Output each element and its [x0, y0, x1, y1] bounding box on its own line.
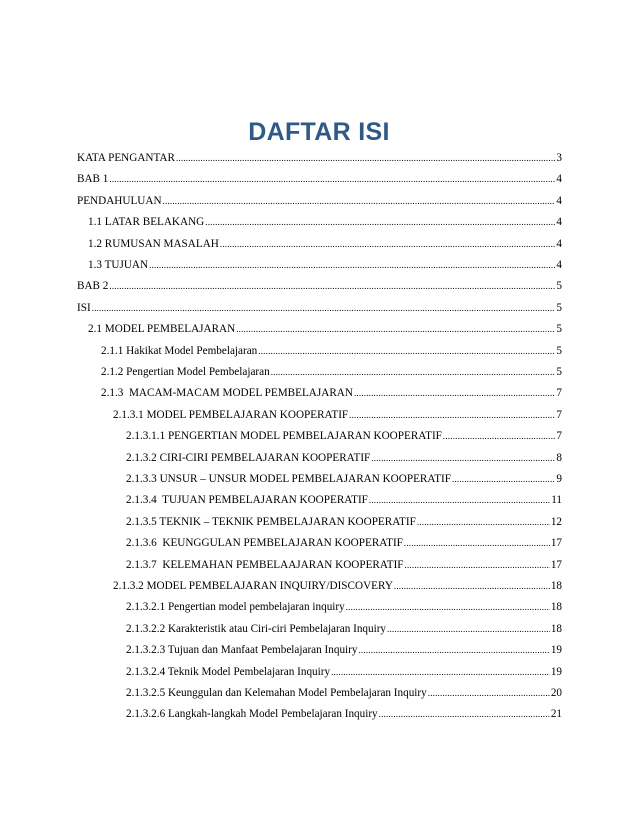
toc-dot-leader	[109, 169, 555, 189]
toc-dot-leader	[349, 405, 555, 425]
toc-entry[interactable]	[77, 298, 562, 318]
toc-entry[interactable]	[126, 426, 562, 446]
toc-entry[interactable]	[88, 234, 562, 254]
toc-entry[interactable]	[77, 191, 562, 211]
toc-heading: DAFTAR ISI	[248, 118, 390, 146]
toc-entry-label: 2.1.3.7 KELEMAHAN PEMBELAAJARAN KOOPERATIF	[126, 558, 404, 571]
toc-entry-label: 2.1.3.2 MODEL PEMBELAJARAN INQUIRY/DISCOVERY	[113, 580, 393, 592]
toc-dot-leader	[149, 255, 555, 275]
toc-entry[interactable]	[88, 255, 562, 275]
toc-entry-page-number: 17	[550, 558, 562, 571]
toc-entry-page-number: 8	[556, 451, 562, 464]
toc-entry-page-number: 4	[556, 216, 562, 229]
toc-entry-label: 2.1.3.2.6 Langkah-langkah Model Pembelajaran Inquiry	[126, 708, 378, 721]
toc-entry-page-number: 5	[556, 280, 562, 293]
toc-dot-leader	[405, 555, 550, 575]
toc-entry-page-number: 18	[550, 622, 562, 635]
toc-entry-label: ISI	[77, 301, 91, 314]
toc-dot-leader	[417, 512, 550, 532]
toc-entry[interactable]	[126, 490, 562, 510]
toc-entry-label: BAB 1	[77, 173, 109, 186]
toc-entry-label: KATA PENGANTAR	[77, 152, 175, 164]
toc-dot-leader	[271, 362, 556, 382]
toc-entry-label: 2.1.3.3 UNSUR – UNSUR MODEL PEMBELAJARAN KOOPERATIF	[126, 473, 451, 485]
toc-dot-leader	[379, 704, 550, 724]
toc-entry-page-number: 4	[556, 237, 562, 250]
toc-dot-leader	[428, 683, 550, 703]
toc-entry-label: 2.1.1 Hakikat Model Pembelajaran	[101, 344, 258, 357]
toc-entry-label: 2.1.3.6 KEUNGGULAN PEMBELAJARAN KOOPERATIF	[126, 537, 403, 550]
toc-entry-label: 2.1.3.1 MODEL PEMBELAJARAN KOOPERATIF	[113, 408, 349, 421]
toc-dot-leader	[369, 490, 550, 510]
toc-entry[interactable]	[113, 576, 562, 596]
toc-dot-leader	[109, 276, 555, 296]
toc-entry[interactable]	[101, 383, 562, 403]
toc-entry-label: 2.1.3.1.1 PENGERTIAN MODEL PEMBELAJARAN KOOPERATIF	[126, 430, 442, 443]
toc-entry-page-number: 19	[550, 665, 562, 678]
toc-dot-leader	[236, 319, 555, 339]
toc-entry-page-number: 5	[556, 366, 562, 378]
toc-entry-label: 2.1.3.2.5 Keunggulan dan Kelemahan Model Pembelajaran Inquiry	[126, 687, 427, 699]
toc-entry-page-number: 9	[556, 473, 562, 485]
toc-entry[interactable]	[126, 512, 562, 532]
toc-entry-page-number: 18	[550, 601, 562, 614]
toc-entry-page-number: 5	[556, 323, 562, 336]
toc-entry[interactable]	[126, 469, 562, 489]
toc-entry-label: 1.3 TUJUAN	[88, 259, 149, 271]
toc-entry-label: 2.1.3.4 TUJUAN PEMBELAJARAN KOOPERATIF	[126, 494, 368, 507]
toc-dot-leader	[346, 597, 550, 617]
toc-entry-page-number: 5	[556, 301, 562, 314]
toc-entry-page-number: 20	[550, 687, 562, 699]
toc-entry[interactable]	[126, 662, 562, 682]
toc-entry-page-number: 7	[556, 430, 562, 443]
toc-entry[interactable]	[126, 619, 562, 639]
toc-entry[interactable]	[77, 169, 562, 189]
toc-entry-label: 2.1.3.2 CIRI-CIRI PEMBELAJARAN KOOPERATIF	[126, 451, 371, 464]
toc-entry-label: 2.1.3.2.2 Karakteristik atau Ciri-ciri Pembelajaran Inquiry	[126, 622, 387, 635]
toc-dot-leader	[452, 469, 555, 489]
toc-entry-page-number: 11	[551, 494, 562, 507]
toc-entry[interactable]	[126, 597, 562, 617]
toc-entry-label: 2.1.3 MACAM-MACAM MODEL PEMBELAJARAN	[101, 387, 353, 400]
toc-dot-leader	[394, 576, 550, 596]
toc-entry[interactable]	[126, 448, 562, 468]
toc-entry[interactable]	[126, 704, 562, 724]
toc-entry-page-number: 4	[556, 194, 562, 207]
toc-entry[interactable]	[113, 405, 562, 425]
toc-entry-page-number: 3	[556, 152, 562, 164]
toc-entry-label: BAB 2	[77, 280, 109, 293]
toc-entry-page-number: 21	[550, 708, 562, 721]
toc-entry-page-number: 5	[556, 344, 562, 357]
toc-entry[interactable]	[88, 212, 562, 232]
toc-entry[interactable]	[88, 319, 562, 339]
toc-entry-page-number: 17	[550, 537, 562, 550]
toc-entry-label: 2.1.3.5 TEKNIK – TEKNIK PEMBELAJARAN KOOPERATIF	[126, 515, 416, 528]
toc-dot-leader	[354, 383, 555, 403]
toc-entry[interactable]	[101, 341, 562, 361]
toc-entry-page-number: 12	[550, 515, 562, 528]
toc-dot-leader	[163, 191, 556, 211]
toc-dot-leader	[176, 148, 555, 168]
toc-dot-leader	[258, 341, 555, 361]
toc-entry[interactable]	[77, 148, 562, 168]
toc-entry-page-number: 18	[550, 580, 562, 592]
toc-dot-leader	[358, 640, 549, 660]
toc-entry-label: 2.1.3.2.3 Tujuan dan Manfaat Pembelajaran Inquiry	[126, 644, 358, 657]
toc-entry-label: 2.1.3.2.1 Pengertian model pembelajaran inquiry	[126, 601, 345, 614]
toc-entry[interactable]	[126, 555, 562, 575]
toc-dot-leader	[404, 533, 550, 553]
toc-entry-label: 2.1.3.2.4 Teknik Model Pembelajaran Inquiry	[126, 665, 331, 678]
toc-entry[interactable]	[126, 640, 562, 660]
toc-entry-label: 2.1.2 Pengertian Model Pembelajaran	[101, 366, 270, 378]
toc-dot-leader	[205, 212, 555, 232]
toc-entry-label: 2.1 MODEL PEMBELAJARAN	[88, 323, 236, 336]
toc-entry[interactable]	[77, 276, 562, 296]
toc-dot-leader	[443, 426, 556, 446]
toc-dot-leader	[92, 298, 556, 318]
toc-dot-leader	[331, 662, 550, 682]
toc-entry-label: PENDAHULUAN	[77, 194, 162, 207]
toc-dot-leader	[387, 619, 550, 639]
toc-entry[interactable]	[101, 362, 562, 382]
toc-dot-leader	[220, 234, 556, 254]
toc-entry-label: 1.2 RUMUSAN MASALAH	[88, 237, 219, 250]
toc-entry-page-number: 4	[556, 173, 562, 186]
toc-entry-page-number: 4	[556, 259, 562, 271]
toc-entry[interactable]	[126, 533, 562, 553]
toc-entry[interactable]	[126, 683, 562, 703]
toc-entry-page-number: 7	[556, 408, 562, 421]
toc-dot-leader	[371, 448, 555, 468]
toc-entry-page-number: 7	[556, 387, 562, 400]
toc-entry-page-number: 19	[550, 644, 562, 657]
toc-entry-label: 1.1 LATAR BELAKANG	[88, 216, 205, 229]
